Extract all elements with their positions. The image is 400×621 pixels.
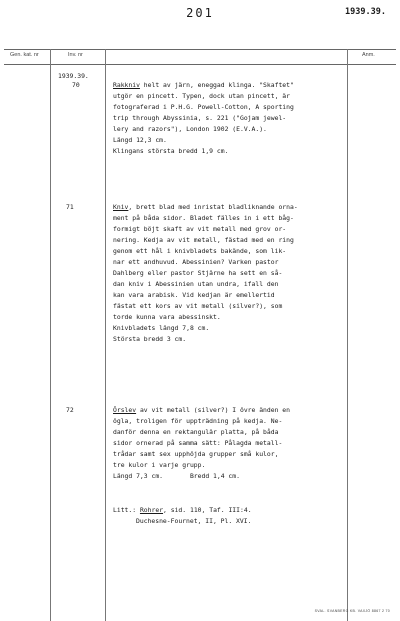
entry-71-line: Knivbladets längd 7,8 cm.: [113, 324, 210, 332]
entry-70-line: utgör en pincett. Typen, dock utan pincett, är: [113, 92, 290, 100]
page-number: 201: [186, 6, 214, 20]
entry-72-first-line: [113, 406, 290, 414]
column-divider-3: [347, 49, 348, 621]
entry-71-line: torde kunna vara abessinskt.: [113, 313, 221, 321]
literature-line-2: Duchesne-Fournet, II, Pl. XVI.: [136, 517, 252, 525]
entry-71-term: Kniv: [113, 203, 129, 211]
entry-70-first-line: [113, 81, 294, 89]
literature-author: Rohrer: [139, 506, 164, 514]
entry-71-first-line: [113, 203, 298, 211]
column-header-bar: [4, 49, 396, 65]
entry-70-line: trip through Abyssinia, s. 221 ("Gojam jewel-: [113, 114, 287, 122]
entry-72-inv-nr: 72: [66, 406, 74, 414]
entry-70-inv-nr: 70: [72, 81, 80, 89]
printer-footer: SVAL. SVANBERG KB. VAXJÖ 8867 2 70: [314, 609, 390, 613]
entry-71-inv-nr: 71: [66, 203, 74, 211]
entry-72-line: tre kulor i varje grupp.: [113, 461, 206, 469]
literature-line-1-rest: , sid. 110, Taf. III:4.: [163, 506, 252, 514]
entry-70-line: Klingans största bredd 1,9 cm.: [113, 147, 229, 155]
entry-70-line: fotograferad i P.H.G. Powell-Cotton, A sporting: [113, 103, 294, 111]
entry-71-line: Största bredd 3 cm.: [113, 335, 187, 343]
entry-70-line: Längd 12,3 cm.: [113, 136, 167, 144]
entry-71-line: ment på båda sidor. Bladet fälles in i ett båg-: [113, 214, 294, 222]
literature-line-1: [113, 506, 252, 514]
column-label-gen-kat-nr: Gen. kat. nr: [10, 52, 39, 58]
entry-71-line: kan vara arabisk. Vid kedjan är emellertid: [113, 291, 275, 299]
entry-70-inv-prefix: 1939.39.: [58, 72, 89, 80]
entry-72-first-line-rest: av vit metall (silver?) I övre änden en: [136, 406, 290, 414]
entry-72-term: Örslev: [113, 406, 137, 414]
header-year: 1939.39.: [345, 7, 386, 17]
entry-72-line: danför denna en rektangulär platta, på båda: [113, 428, 279, 436]
column-divider-2: [105, 49, 106, 621]
literature-label: Litt.:: [113, 506, 137, 514]
entry-71-line: fästat ett kors av vit metall (silver?), som: [113, 302, 283, 310]
column-label-inv-nr: Inv. nr: [68, 52, 83, 58]
entry-71-line: dan kniv i Abessinien utan undra, ifall den: [113, 280, 279, 288]
entry-72-line: sidor ornerad på samma sätt: Pålagda metall-: [113, 439, 283, 447]
column-divider-1: [50, 49, 51, 621]
entry-72-line: trådar samt sex upphöjda grupper små kulor,: [113, 450, 279, 458]
entry-72-line: ögla, troligen för uppträdning på kedja. Ne-: [113, 417, 283, 425]
entry-71-line: nar ett andhuvud. Abessinien? Varken pastor: [113, 258, 279, 266]
entry-71-line: genom ett hål i knivbladets bakände, som lik-: [113, 247, 287, 255]
entry-71-line: nering. Kedja av vit metall, fästad med en ring: [113, 236, 294, 244]
entry-70-term: Rakkniv: [113, 81, 140, 89]
entry-71-line: formigt böjt skaft av vit metall med grov or-: [113, 225, 287, 233]
entry-71-line: Dahlberg eller pastor Stjärne ha sett en så-: [113, 269, 283, 277]
entry-72-line: Längd 7,3 cm. Bredd 1,4 cm.: [113, 472, 240, 480]
entry-70-line: lery and razors"), London 1902 (E.V.A.).: [113, 125, 267, 133]
column-label-anm: Anm.: [362, 52, 375, 58]
entry-71-first-line-rest: , brett blad med inristat bladliknande orna-: [128, 203, 298, 211]
entry-70-first-line-rest: helt av järn, eneggad klinga. "Skaftet": [139, 81, 294, 89]
